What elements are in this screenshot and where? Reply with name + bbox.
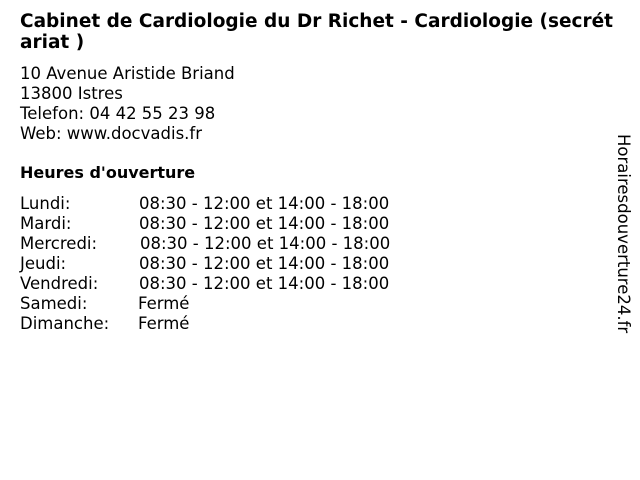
hours-value: 08:30 - 12:00 et 14:00 - 18:00 bbox=[139, 194, 390, 213]
day-label: Jeudi: bbox=[20, 254, 67, 273]
day-label: Mercredi: bbox=[20, 234, 98, 253]
site-watermark bbox=[614, 134, 632, 374]
business-title: Cabinet de Cardiologie du Dr Richet - Cardiologie (secrétariat ) bbox=[20, 11, 614, 53]
hours-value: 08:30 - 12:00 et 14:00 - 18:00 bbox=[139, 274, 390, 293]
watermark-text: Horairesdouverture24.fr bbox=[614, 134, 633, 334]
hours-value: Fermé bbox=[138, 314, 190, 333]
day-label: Lundi: bbox=[20, 194, 71, 213]
day-label: Dimanche: bbox=[20, 314, 110, 333]
opening-hours-heading: Heures d'ouverture bbox=[20, 163, 196, 182]
website: Web: www.docvadis.fr bbox=[20, 124, 202, 143]
city-postal-code: 13800 Istres bbox=[20, 84, 123, 103]
hours-value: 08:30 - 12:00 et 14:00 - 18:00 bbox=[140, 234, 391, 253]
day-label: Mardi: bbox=[20, 214, 72, 233]
phone-number: Telefon: 04 42 55 23 98 bbox=[20, 104, 216, 123]
address-block bbox=[20, 64, 235, 144]
hours-value: Fermé bbox=[138, 294, 190, 313]
street-address: 10 Avenue Aristide Briand bbox=[20, 64, 235, 83]
day-label: Vendredi: bbox=[20, 274, 99, 293]
hours-value: 08:30 - 12:00 et 14:00 - 18:00 bbox=[139, 254, 390, 273]
day-label: Samedi: bbox=[20, 294, 88, 313]
hours-value: 08:30 - 12:00 et 14:00 - 18:00 bbox=[139, 214, 390, 233]
